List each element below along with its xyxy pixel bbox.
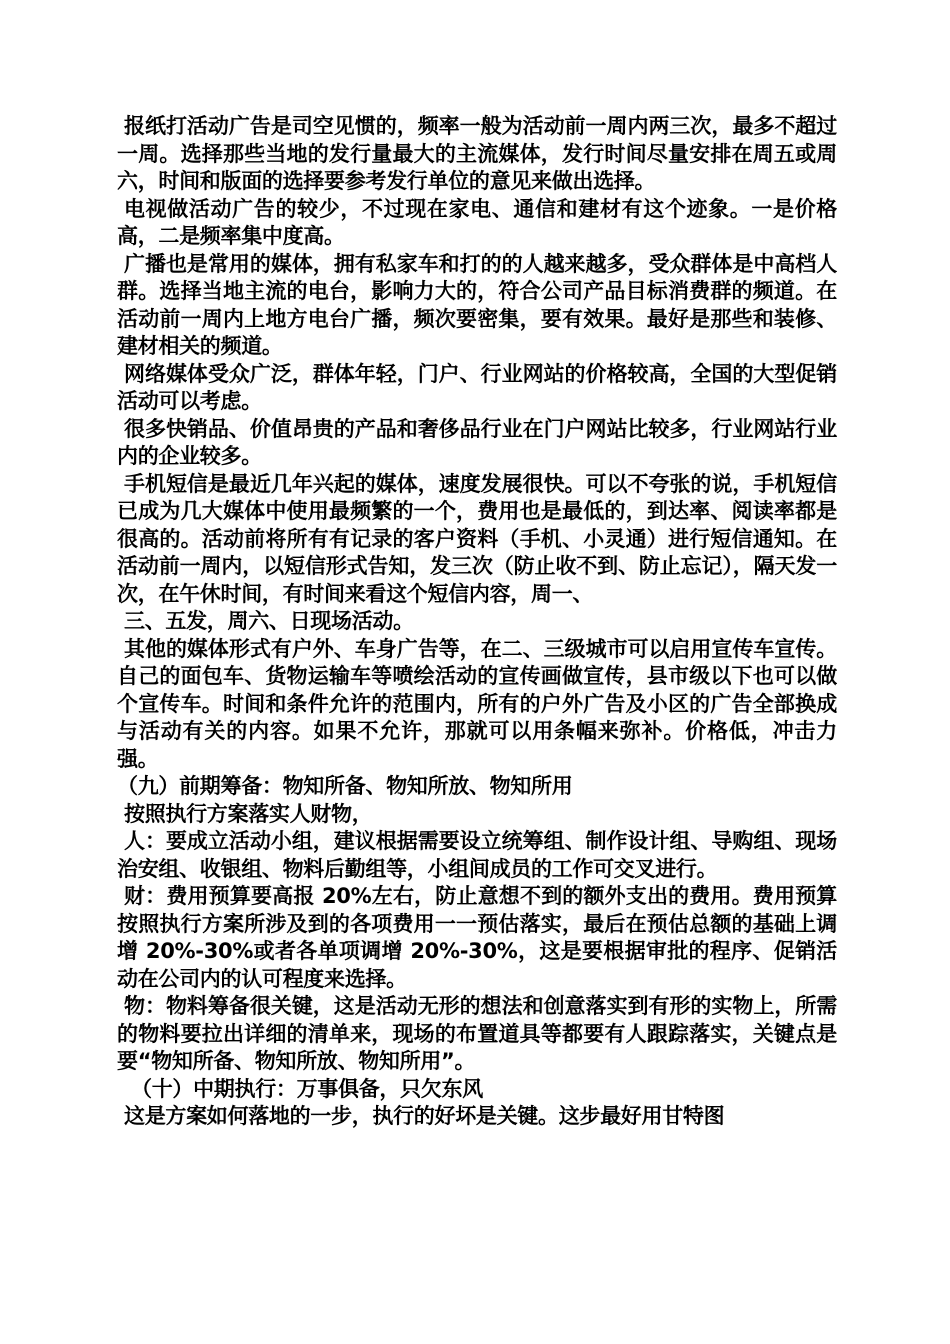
paragraph-sms-schedule: 三、五发，周六、日现场活动。 xyxy=(124,609,414,633)
paragraph-other-media: 其他的媒体形式有户外、车身广告等，在二、三级城市可以启用宣传车宣传。自己的面包车、货物运输车等喷绘活动的宣传画做宣传，县市级以下也可以做个宣传车。时间和条件允许的范围内，所有的户外广告及小区的广告全部换成与活动有关的内容。如果不允许，那就可以用条幅来弥补。价格低，冲击力强。 xyxy=(117,636,837,771)
heading-section-9: （九）前期筹备：物知所备、物知所放、物知所用 xyxy=(117,774,573,798)
paragraph-people: 人：要成立活动小组，建议根据需要设立统筹组、制作设计组、导购组、现场治安组、收银组、物料后勤组等，小组间成员的工作可交叉进行。 xyxy=(117,829,837,881)
paragraph-portal-sites: 很多快销品、价值昂贵的产品和奢侈品行业在门户网站比较多，行业网站行业内的企业较多。 xyxy=(117,416,837,468)
paragraph-sms: 手机短信是最近几年兴起的媒体，速度发展很快。可以不夸张的说，手机短信已成为几大媒体中使用最频繁的一个，费用也是最低的，到达率、阅读率都是很高的。活动前将所有有记录的客户资料（手机、小灵通）进行短信通知。在活动前一周内，以短信形式告知，发三次（防止收不到、防止忘记），隔天发一次，在午休时间，有时间来看这个短信内容，周一、 xyxy=(117,471,837,606)
paragraph-online-media: 网络媒体受众广泛，群体年轻，门户、行业网站的价格较高，全国的大型促销活动可以考虑。 xyxy=(117,361,837,413)
paragraph-materials: 物：物料筹备很关键，这是活动无形的想法和创意落实到有形的实物上，所需的物料要拉出详细的清单来，现场的布置道具等都要有人跟踪落实，关键点是要“物知所备、物知所放、物知所用”。 xyxy=(117,994,837,1073)
paragraph-tv-ads: 电视做活动广告的较少，不过现在家电、通信和建材有这个迹象。一是价格高，二是频率集中度高。 xyxy=(117,196,837,248)
paragraph-newspaper-ads: 报纸打活动广告是司空见惯的，频率一般为活动前一周内两三次，最多不超过一周。选择那些当地的发行量最大的主流媒体，发行时间尽量安排在周五或周六，时间和版面的选择要参考发行单位的意见来做出选择。 xyxy=(117,114,837,193)
heading-section-10: （十）中期执行：万事俱备，只欠东风 xyxy=(131,1076,483,1101)
paragraph-implement-plan: 按照执行方案落实人财物， xyxy=(124,801,373,826)
paragraph-radio-ads: 广播也是常用的媒体，拥有私家车和打的的人越来越多，受众群体是中高档人群。选择当地主流的电台，影响力大的，符合公司产品目标消费群的频道。在活动前一周内上地方电台广播，频次要密集，要有效果。最好是那些和装修、建材相关的频道。 xyxy=(117,251,837,358)
document-page xyxy=(117,113,837,1131)
paragraph-execution: 这是方案如何落地的一步，执行的好坏是关键。这步最好用甘特图 xyxy=(124,1104,725,1128)
paragraph-finance: 财：费用预算要高报 20%左右，防止意想不到的额外支出的费用。费用预算按照执行方案所涉及到的各项费用一一预估落实，最后在预估总额的基础上调增 20%-30%或者各单项调增 20%-30%，这是要根据审批的程序、促销活动在公司内的认可程度来选择。 xyxy=(117,884,837,991)
